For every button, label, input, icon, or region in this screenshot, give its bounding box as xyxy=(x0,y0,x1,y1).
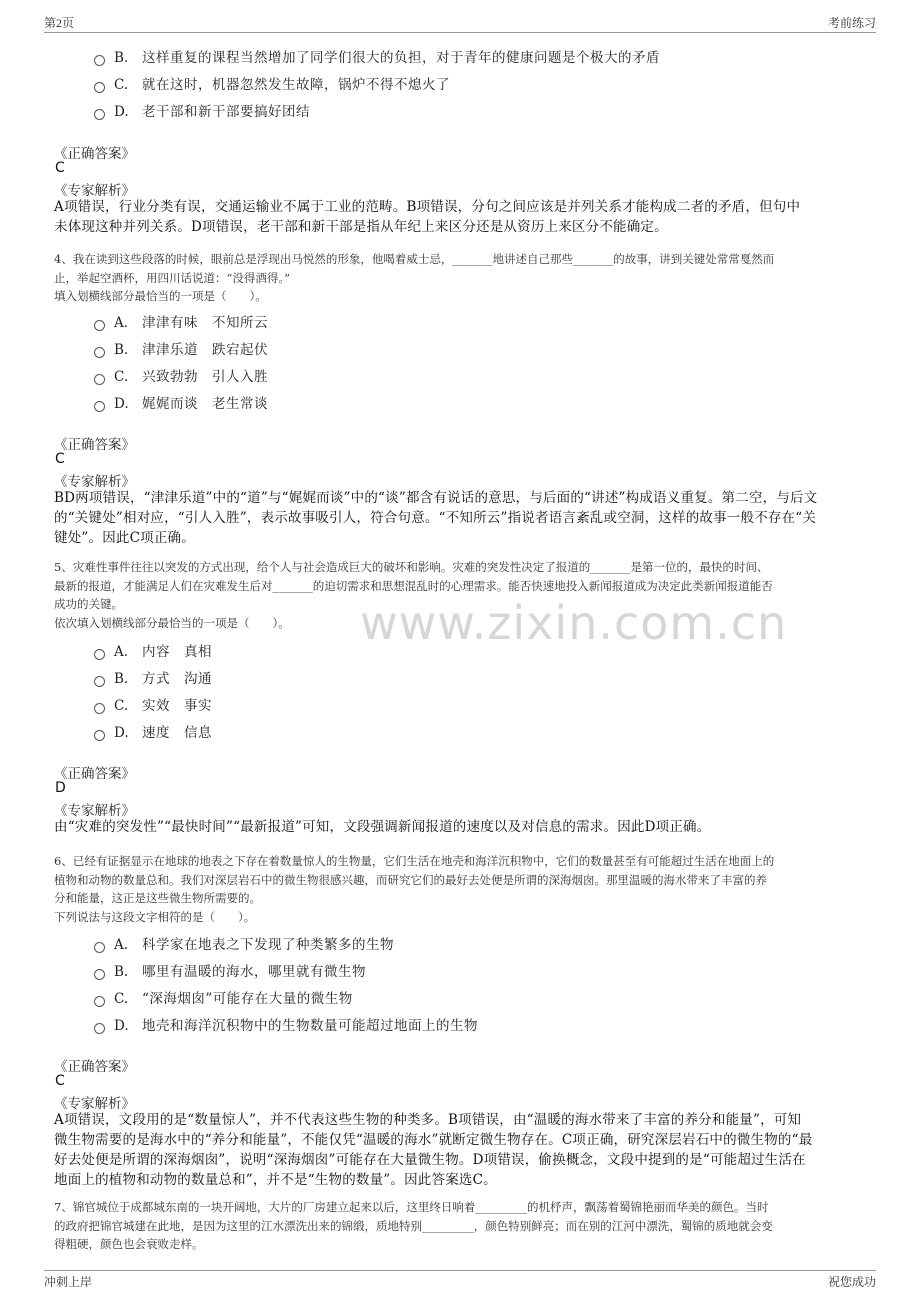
page-header xyxy=(44,14,876,32)
header-divider xyxy=(44,32,876,33)
watermark: www.zixin.com.cn xyxy=(360,596,788,650)
option-letter: C. xyxy=(114,698,129,714)
q4-option-d[interactable] xyxy=(94,392,268,414)
option-text: 地壳和海洋沉积物中的生物数量可能超过地面上的生物 xyxy=(142,1018,478,1034)
analysis-line: 键处”。因此C项正确。 xyxy=(54,530,195,546)
option-text: 津津乐道 跌宕起伏 xyxy=(142,342,268,358)
option-text: 内容 真相 xyxy=(142,644,212,660)
analysis-line: 的“关键处”相对应，“引人入胜”，表示故事吸引人，符合句意。“不知所云”指说者语言紊乱或空洞，这样的故事一般不存在“关 xyxy=(54,510,817,526)
q4-analysis-label: 《专家解析》 xyxy=(54,474,135,490)
option-letter: D. xyxy=(114,396,129,412)
q4-analysis xyxy=(54,488,864,548)
option-letter: B. xyxy=(114,964,129,980)
radio-icon[interactable] xyxy=(94,942,105,953)
stem-line: 6、已经有证据显示在地球的地表之下存在着数量惊人的生物量，它们生活在地壳和海洋沉积物中，它们的数量甚至有可能超过生活在地面上的 xyxy=(54,854,775,868)
stem-line: 下列说法与这段文字相符的是（ ）。 xyxy=(54,909,256,924)
option-letter: A. xyxy=(114,644,129,660)
stem-line: 5、灾难性事件往往以突发的方式出现，给个人与社会造成巨大的破坏和影响。灾难的突发性决定了报道的_______是第一位的，最快的时间、 xyxy=(54,560,769,574)
q3-option-d[interactable] xyxy=(94,100,310,122)
option-letter: C. xyxy=(114,369,129,385)
q5-stem xyxy=(54,558,866,632)
q5-option-d[interactable] xyxy=(94,721,212,743)
q3-option-c[interactable] xyxy=(94,73,450,95)
stem-line: 成功的关键。 xyxy=(54,597,123,611)
analysis-line: 未体现这种并列关系。D项错误，老干部和新干部是指从年纪上来区分还是从资历上来区分不能确定。 xyxy=(54,219,668,235)
option-letter: D. xyxy=(114,725,129,741)
q6-option-c[interactable] xyxy=(94,987,353,1009)
analysis-line: 好去处便是所谓的深海烟囱”，说明“深海烟囱”可能存在大量微生物。D项错误，偷换概念，文段中提到的是“可能超过生活在 xyxy=(54,1152,806,1168)
analysis-line: A项错误，行业分类有误，交通运输业不属于工业的范畴。B项错误，分句之间应该是并列关系才能构成二者的矛盾，但句中 xyxy=(54,199,801,215)
footer-right: 祝您成功 xyxy=(827,1275,876,1289)
analysis-line: 微生物需要的是海水中的“养分和能量”，不能仅凭“温暖的海水”就断定微生物存在。C项正确，研究深层岩石中的微生物的“最 xyxy=(54,1132,813,1148)
radio-icon[interactable] xyxy=(94,82,105,93)
option-text: 就在这时，机器忽然发生故障，锅炉不得不熄火了 xyxy=(142,77,450,93)
stem-line: 最新的报道，才能满足人们在灾难发生后对_______的迫切需求和思想混乱时的心理需求。能否快速地投入新闻报道成为决定此类新闻报道能否 xyxy=(54,578,773,593)
radio-icon[interactable] xyxy=(94,374,105,385)
radio-icon[interactable] xyxy=(94,649,105,660)
footer-left: 冲刺上岸 xyxy=(44,1275,93,1289)
radio-icon[interactable] xyxy=(94,1023,105,1034)
option-letter: B. xyxy=(114,671,129,687)
radio-icon[interactable] xyxy=(94,730,105,741)
q4-answer-label: 《正确答案》 xyxy=(54,437,135,453)
option-letter: B. xyxy=(114,342,129,358)
q5-analysis xyxy=(54,817,864,837)
q6-analysis xyxy=(54,1110,864,1190)
option-text: 娓娓而谈 老生常谈 xyxy=(142,396,268,412)
radio-icon[interactable] xyxy=(94,996,105,1007)
q4-option-b[interactable] xyxy=(94,338,268,360)
radio-icon[interactable] xyxy=(94,320,105,331)
q6-option-b[interactable] xyxy=(94,960,366,982)
option-letter: D. xyxy=(114,1018,129,1034)
q6-option-a[interactable] xyxy=(94,933,394,955)
option-letter: C. xyxy=(114,77,129,93)
option-text: 方式 沟通 xyxy=(142,671,212,687)
q5-option-b[interactable] xyxy=(94,667,212,689)
q4-stem xyxy=(54,250,866,306)
stem-line: 填入划横线部分最恰当的一项是（ ）。 xyxy=(54,289,267,303)
page-number: 第2页 xyxy=(44,16,75,30)
radio-icon[interactable] xyxy=(94,55,105,66)
option-text: 速度 信息 xyxy=(142,725,212,741)
option-text: “深海烟囱”可能存在大量的微生物 xyxy=(142,991,353,1007)
analysis-line: A项错误，文段用的是“数量惊人”，并不代表这些生物的种类多。B项错误，由“温暖的海水带来了丰富的养分和能量”，可知 xyxy=(54,1112,802,1128)
radio-icon[interactable] xyxy=(94,969,105,980)
stem-line: 植物和动物的数量总和。我们对深层岩石中的微生物很感兴趣，而研究它们的最好去处便是所谓的深海烟囱。那里温暖的海水带来了丰富的养 xyxy=(54,872,767,887)
analysis-line: BD两项错误，“津津乐道”中的“道”与“娓娓而谈”中的“谈”都含有说话的意思，与后面的“讲述”构成语义重复。第二空，与后文 xyxy=(54,490,818,506)
radio-icon[interactable] xyxy=(94,676,105,687)
radio-icon[interactable] xyxy=(94,109,105,120)
option-text: 这样重复的课程当然增加了同学们很大的负担，对于青年的健康问题是个极大的矛盾 xyxy=(142,50,660,66)
q3-answer-label: 《正确答案》 xyxy=(54,146,135,162)
stem-line: 依次填入划横线部分最恰当的一项是（ ）。 xyxy=(54,615,290,630)
stem-line: 得粗硬，颜色也会衰败走样。 xyxy=(54,1237,204,1251)
q6-answer-label: 《正确答案》 xyxy=(54,1059,135,1075)
analysis-line: 地面上的植物和动物的数量总和”，并不是“生物的数量”。因此答案选C。 xyxy=(54,1172,497,1188)
analysis-line: 由“灾难的突发性”“最快时间”“最新报道”可知，文段强调新闻报道的速度以及对信息的需求。因此D项正确。 xyxy=(54,819,711,835)
option-letter: C. xyxy=(114,991,129,1007)
header-title: 考前练习 xyxy=(827,16,876,30)
q6-option-d[interactable] xyxy=(94,1014,478,1036)
option-text: 津津有味 不知所云 xyxy=(142,315,268,331)
footer-divider xyxy=(44,1270,876,1271)
q4-answer: C xyxy=(55,451,65,467)
q5-option-a[interactable] xyxy=(94,640,212,662)
option-letter: A. xyxy=(114,937,129,953)
option-text: 老干部和新干部要搞好团结 xyxy=(142,104,310,120)
radio-icon[interactable] xyxy=(94,703,105,714)
q5-analysis-label: 《专家解析》 xyxy=(54,803,135,819)
q4-option-c[interactable] xyxy=(94,365,268,387)
q6-stem xyxy=(54,852,866,926)
option-text: 实效 事实 xyxy=(142,698,212,714)
q3-analysis xyxy=(54,197,864,237)
radio-icon[interactable] xyxy=(94,401,105,412)
q5-option-c[interactable] xyxy=(94,694,212,716)
option-text: 兴致勃勃 引人入胜 xyxy=(142,369,268,385)
stem-line: 7、锦官城位于成都城东南的一块开阔地，大片的厂房建立起来以后，这里终日响着_________的机杼声，飘荡着蜀锦艳丽而华美的颜色。当时 xyxy=(54,1200,769,1214)
radio-icon[interactable] xyxy=(94,347,105,358)
q7-stem xyxy=(54,1198,866,1254)
q4-option-a[interactable] xyxy=(94,311,268,333)
stem-line: 的政府把锦官城建在此地，是因为这里的江水漂洗出来的锦缎，质地特别_________，颜色特别鲜亮；而在别的江河中漂洗，蜀锦的质地就会变 xyxy=(54,1218,773,1233)
q5-answer: D xyxy=(55,780,66,796)
option-letter: A. xyxy=(114,315,129,331)
option-letter: B. xyxy=(114,50,129,66)
page-footer xyxy=(44,1273,876,1291)
stem-line: 止，举起空酒杯，用四川话说道：“没得酒得。” xyxy=(54,270,291,285)
q6-analysis-label: 《专家解析》 xyxy=(54,1096,135,1112)
option-letter: D. xyxy=(114,104,129,120)
option-text: 科学家在地表之下发现了种类繁多的生物 xyxy=(142,937,394,953)
stem-line: 分和能量，这正是这些微生物所需要的。 xyxy=(54,891,261,905)
q3-option-b[interactable] xyxy=(94,46,660,68)
q5-answer-label: 《正确答案》 xyxy=(54,766,135,782)
q3-answer: C xyxy=(55,160,65,176)
q3-analysis-label: 《专家解析》 xyxy=(54,183,135,199)
stem-line: 4、我在读到这些段落的时候，眼前总是浮现出马悦然的形象，他喝着威士忌，_______地讲述自己那些_______的故事，讲到关键处常常戛然而 xyxy=(54,252,775,266)
q6-answer: C xyxy=(55,1073,65,1089)
option-text: 哪里有温暖的海水，哪里就有微生物 xyxy=(142,964,366,980)
